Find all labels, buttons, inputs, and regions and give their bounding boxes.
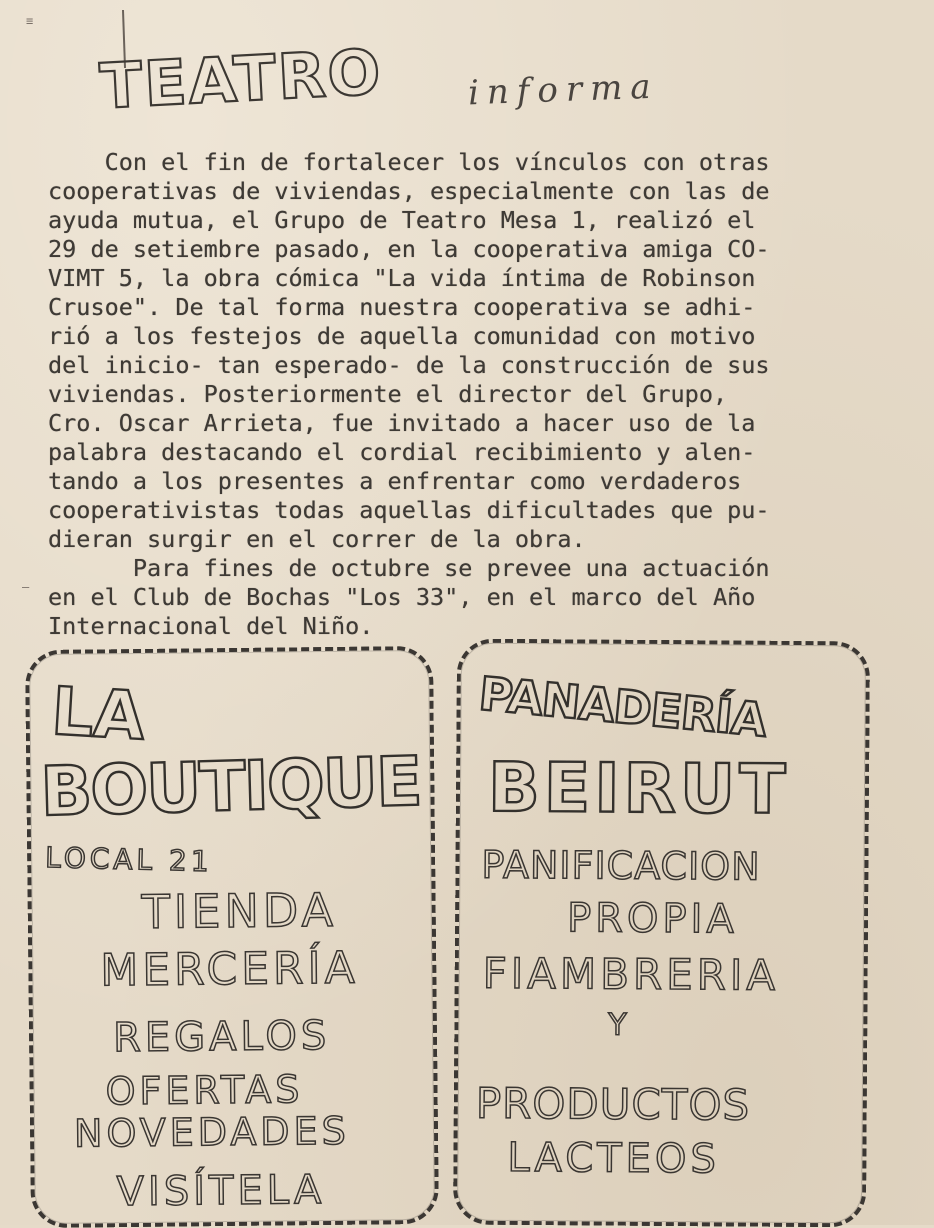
page-subtitle: informa <box>467 66 660 114</box>
article-line: dieran surgir en el correr de la obra. <box>48 525 586 553</box>
margin-mark: – <box>22 580 30 594</box>
ad-line: PROPIA <box>566 895 738 943</box>
article-line: palabra destacando el cordial recibimiento y alen- <box>48 438 756 466</box>
ad-location: LOCAL 21 <box>44 841 214 879</box>
ad-line: FIAMBRERIA <box>482 948 780 1000</box>
ad-brand-line2: BEIRUT <box>487 748 790 830</box>
ad-line: NOVEDADES <box>73 1108 350 1156</box>
article-line: cooperativas de viviendas, especialmente con las de <box>48 177 770 205</box>
article-line: ayuda mutua, el Grupo de Teatro Mesa 1, realizó el <box>48 206 756 234</box>
ad-line: OFERTAS <box>105 1067 304 1114</box>
article-line: cooperativistas todas aquellas dificultades que pu- <box>48 496 770 524</box>
ad-brand-line1: PANADERÍA <box>476 666 769 748</box>
article-line: del inicio- tan esperado- de la construcción de sus <box>48 351 770 379</box>
article-line: rió a los festejos de aquella comunidad con motivo <box>48 322 756 350</box>
article-line: VIMT 5, la obra cómica "La vida íntima de Robinson <box>48 264 756 292</box>
article-line: viviendas. Posteriormente el director del Grupo, <box>48 380 728 408</box>
ad-line: LACTEOS <box>507 1134 720 1183</box>
ad-la-boutique <box>25 646 439 1228</box>
ad-line: Y <box>608 1007 631 1043</box>
article-line: Para fines de octubre se prevee una actuación <box>48 554 770 582</box>
ad-panaderia-beirut <box>453 639 870 1228</box>
ad-brand-line2: BOUTIQUE <box>39 742 422 833</box>
page-title: TEATRO <box>98 35 385 123</box>
ad-line: REGALOS <box>112 1012 331 1062</box>
ad-line: MERCERÍA <box>100 942 359 997</box>
margin-mark: ≡ <box>26 14 34 28</box>
ad-line: PRODUCTOS <box>475 1078 751 1130</box>
ad-brand-line1: LA <box>49 672 147 756</box>
article-line: Con el fin de fortalecer los vínculos con otras <box>48 148 770 176</box>
article-line: 29 de setiembre pasado, en la cooperativa amiga CO- <box>48 235 770 263</box>
article-body <box>48 148 848 641</box>
ad-line: VISÍTELA <box>116 1167 326 1216</box>
article-line: en el Club de Bochas "Los 33", en el marco del Año <box>48 583 756 611</box>
article-line: Internacional del Niño. <box>48 612 374 640</box>
article-line: tando a los presentes a enfrentar como verdaderos <box>48 467 742 495</box>
ad-line: TIENDA <box>141 882 338 939</box>
ad-line: PANIFICACION <box>481 842 761 889</box>
article-line: Cro. Oscar Arrieta, fue invitado a hacer uso de la <box>48 409 756 437</box>
article-line: Crusoe". De tal forma nuestra cooperativa se adhi- <box>48 293 756 321</box>
